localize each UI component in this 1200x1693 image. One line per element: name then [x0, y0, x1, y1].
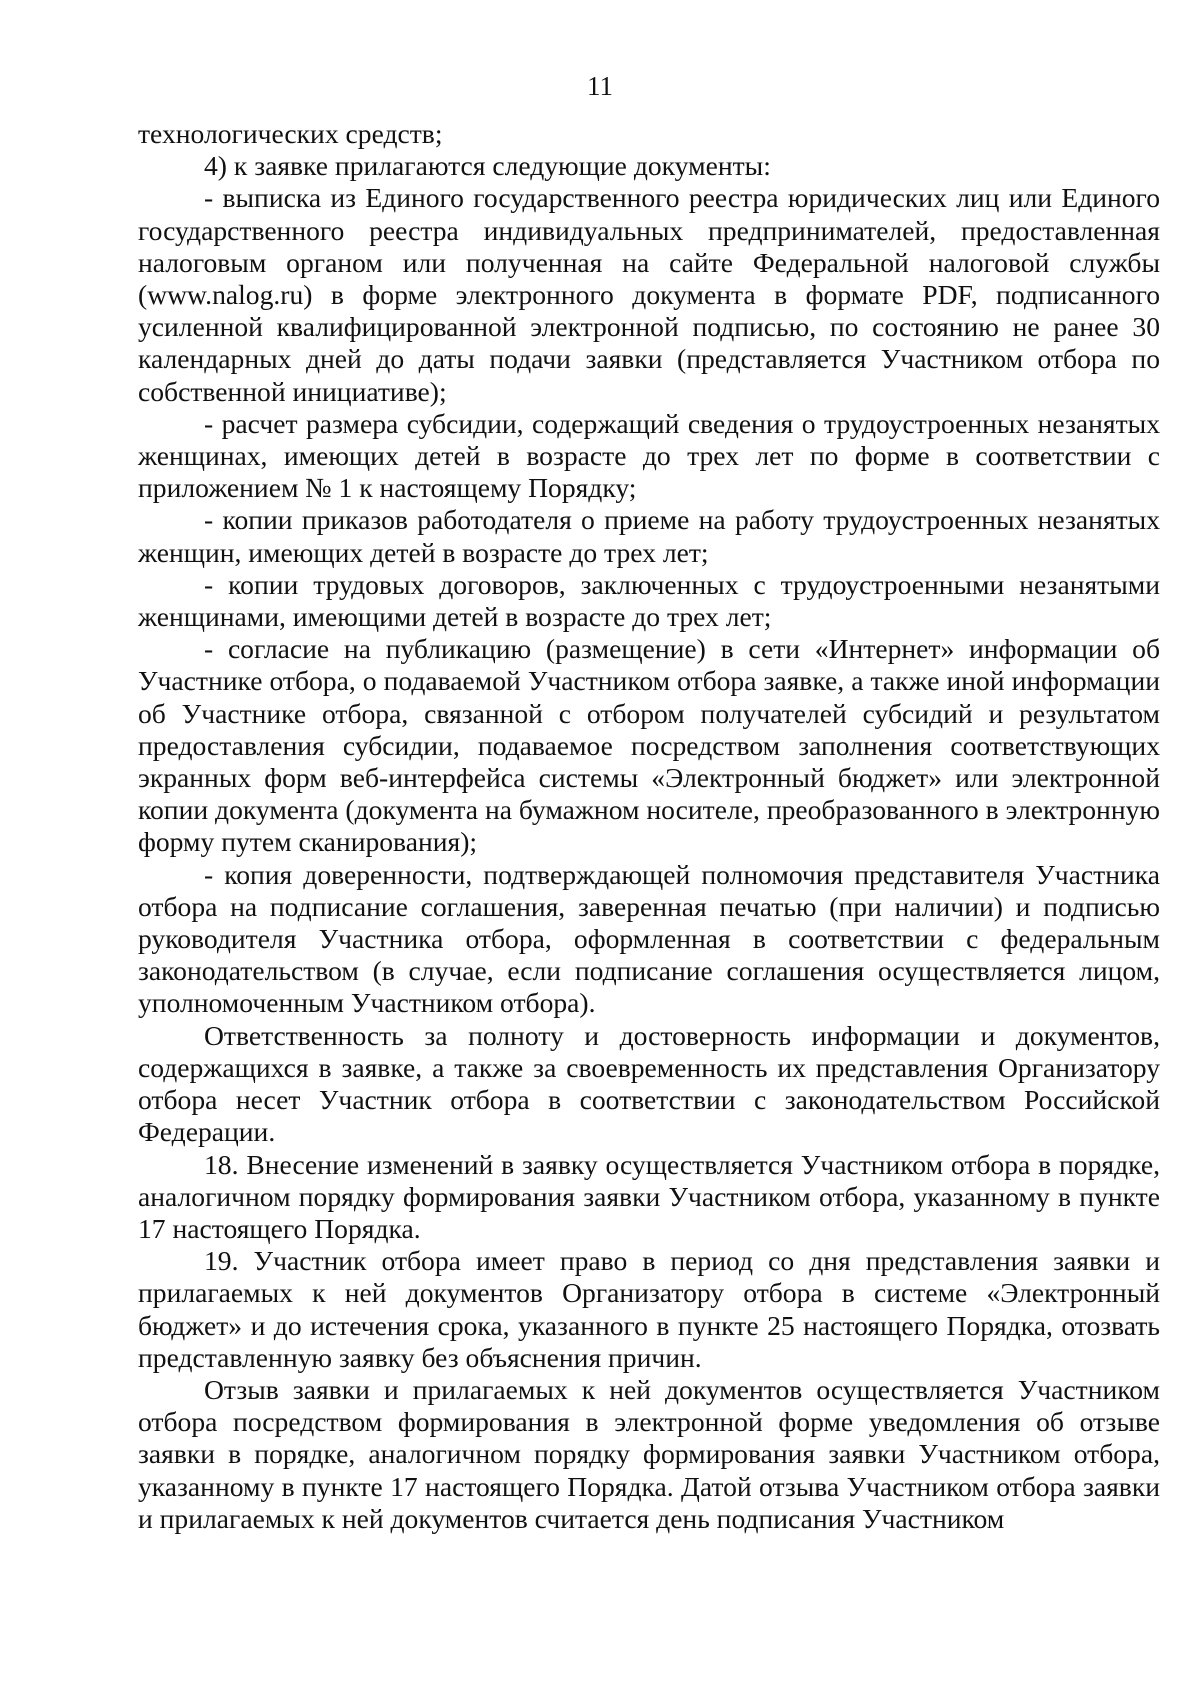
paragraph-employer-orders: - копии приказов работодателя о приеме на работу трудоустроенных незанятых женщин, имеющих детей в возрасте до трех лет; — [138, 504, 1160, 568]
paragraph-subsidy-calculation: - расчет размера субсидии, содержащий сведения о трудоустроенных незанятых женщинах, имеющих детей в возрасте до трех лет по форме в соответствии с приложением № 1 к настоящему Порядку; — [138, 407, 1160, 504]
paragraph-egrul-extract: - выписка из Единого государственного реестра юридических лиц или Единого государственного реестра индивидуальных предпринимателей, предоставленная налоговым органом или полученная на сайте Федеральной налоговой службы (www.nalog.ru) в форме электронного документа в формате PDF, подписанного усиленной квалифицированной электронной подписью, по состоянию не ранее 30 календарных дней до даты подачи заявки (представляется Участником отбора по собственной инициативе); — [138, 182, 1160, 407]
paragraph-item-18: 18. Внесение изменений в заявку осуществляется Участником отбора в порядке, аналогичном порядку формирования заявки Участником отбора, указанному в пункте 17 настоящего Порядка. — [138, 1148, 1160, 1244]
page-number: 11 — [587, 71, 613, 101]
paragraph-item-19: 19. Участник отбора имеет право в период со дня представления заявки и прилагаемых к ней документов Организатору отбора в системе «Электронный бюджет» и до истечения срока, указанного в пункте 25 настоящего Порядка, отозвать представленную заявку без объяснения причин. — [138, 1245, 1160, 1373]
paragraph-withdrawal: Отзыв заявки и прилагаемых к ней документов осуществляется Участником отбора посредством формирования в электронной форме уведомления об отзыве заявки в порядке, аналогичном порядку формирования заявки Участником отбора, указанному в пункте 17 настоящего Порядка. Датой отзыва Участником отбора заявки и прилагаемых к ней документов считается день подписания Участником — [138, 1373, 1160, 1534]
paragraph-publication-consent: - согласие на публикацию (размещение) в сети «Интернет» информации об Участнике отбора, о подаваемой Участником отбора заявке, а также иной информации об Участнике отбора, связанной с отбором получателей субсидий и результатом предоставления субсидии, подаваемое посредством заполнения соответствующих экранных форм веб-интерфейса системы «Электронный бюджет» или электронной копии документа (документа на бумажном носителе, преобразованного в электронную форму путем сканирования); — [138, 633, 1160, 858]
paragraph-power-of-attorney: - копия доверенности, подтверждающей полномочия представителя Участника отбора на подписание соглашения, заверенная печатью (при наличии) и подписью руководителя Участника отбора, оформленная в соответствии с федеральным законодательством (в случае, если подписание соглашения осуществляется лицом, уполномоченным Участником отбора). — [138, 858, 1160, 1019]
paragraph-documents-intro: 4) к заявке прилагаются следующие документы: — [204, 150, 771, 182]
paragraph-employment-contracts: - копии трудовых договоров, заключенных с трудоустроенными незанятыми женщинами, имеющими детей в возрасте до трех лет; — [138, 568, 1160, 633]
paragraph-continuation: технологических средств; — [138, 118, 443, 149]
document-body — [138, 118, 1160, 1535]
paragraph-responsibility: Ответственность за полноту и достоверность информации и документов, содержащихся в заявке, а также за своевременность их представления Организатору отбора несет Участник отбора в соответствии с законодательством Российской Федерации. — [138, 1019, 1160, 1148]
